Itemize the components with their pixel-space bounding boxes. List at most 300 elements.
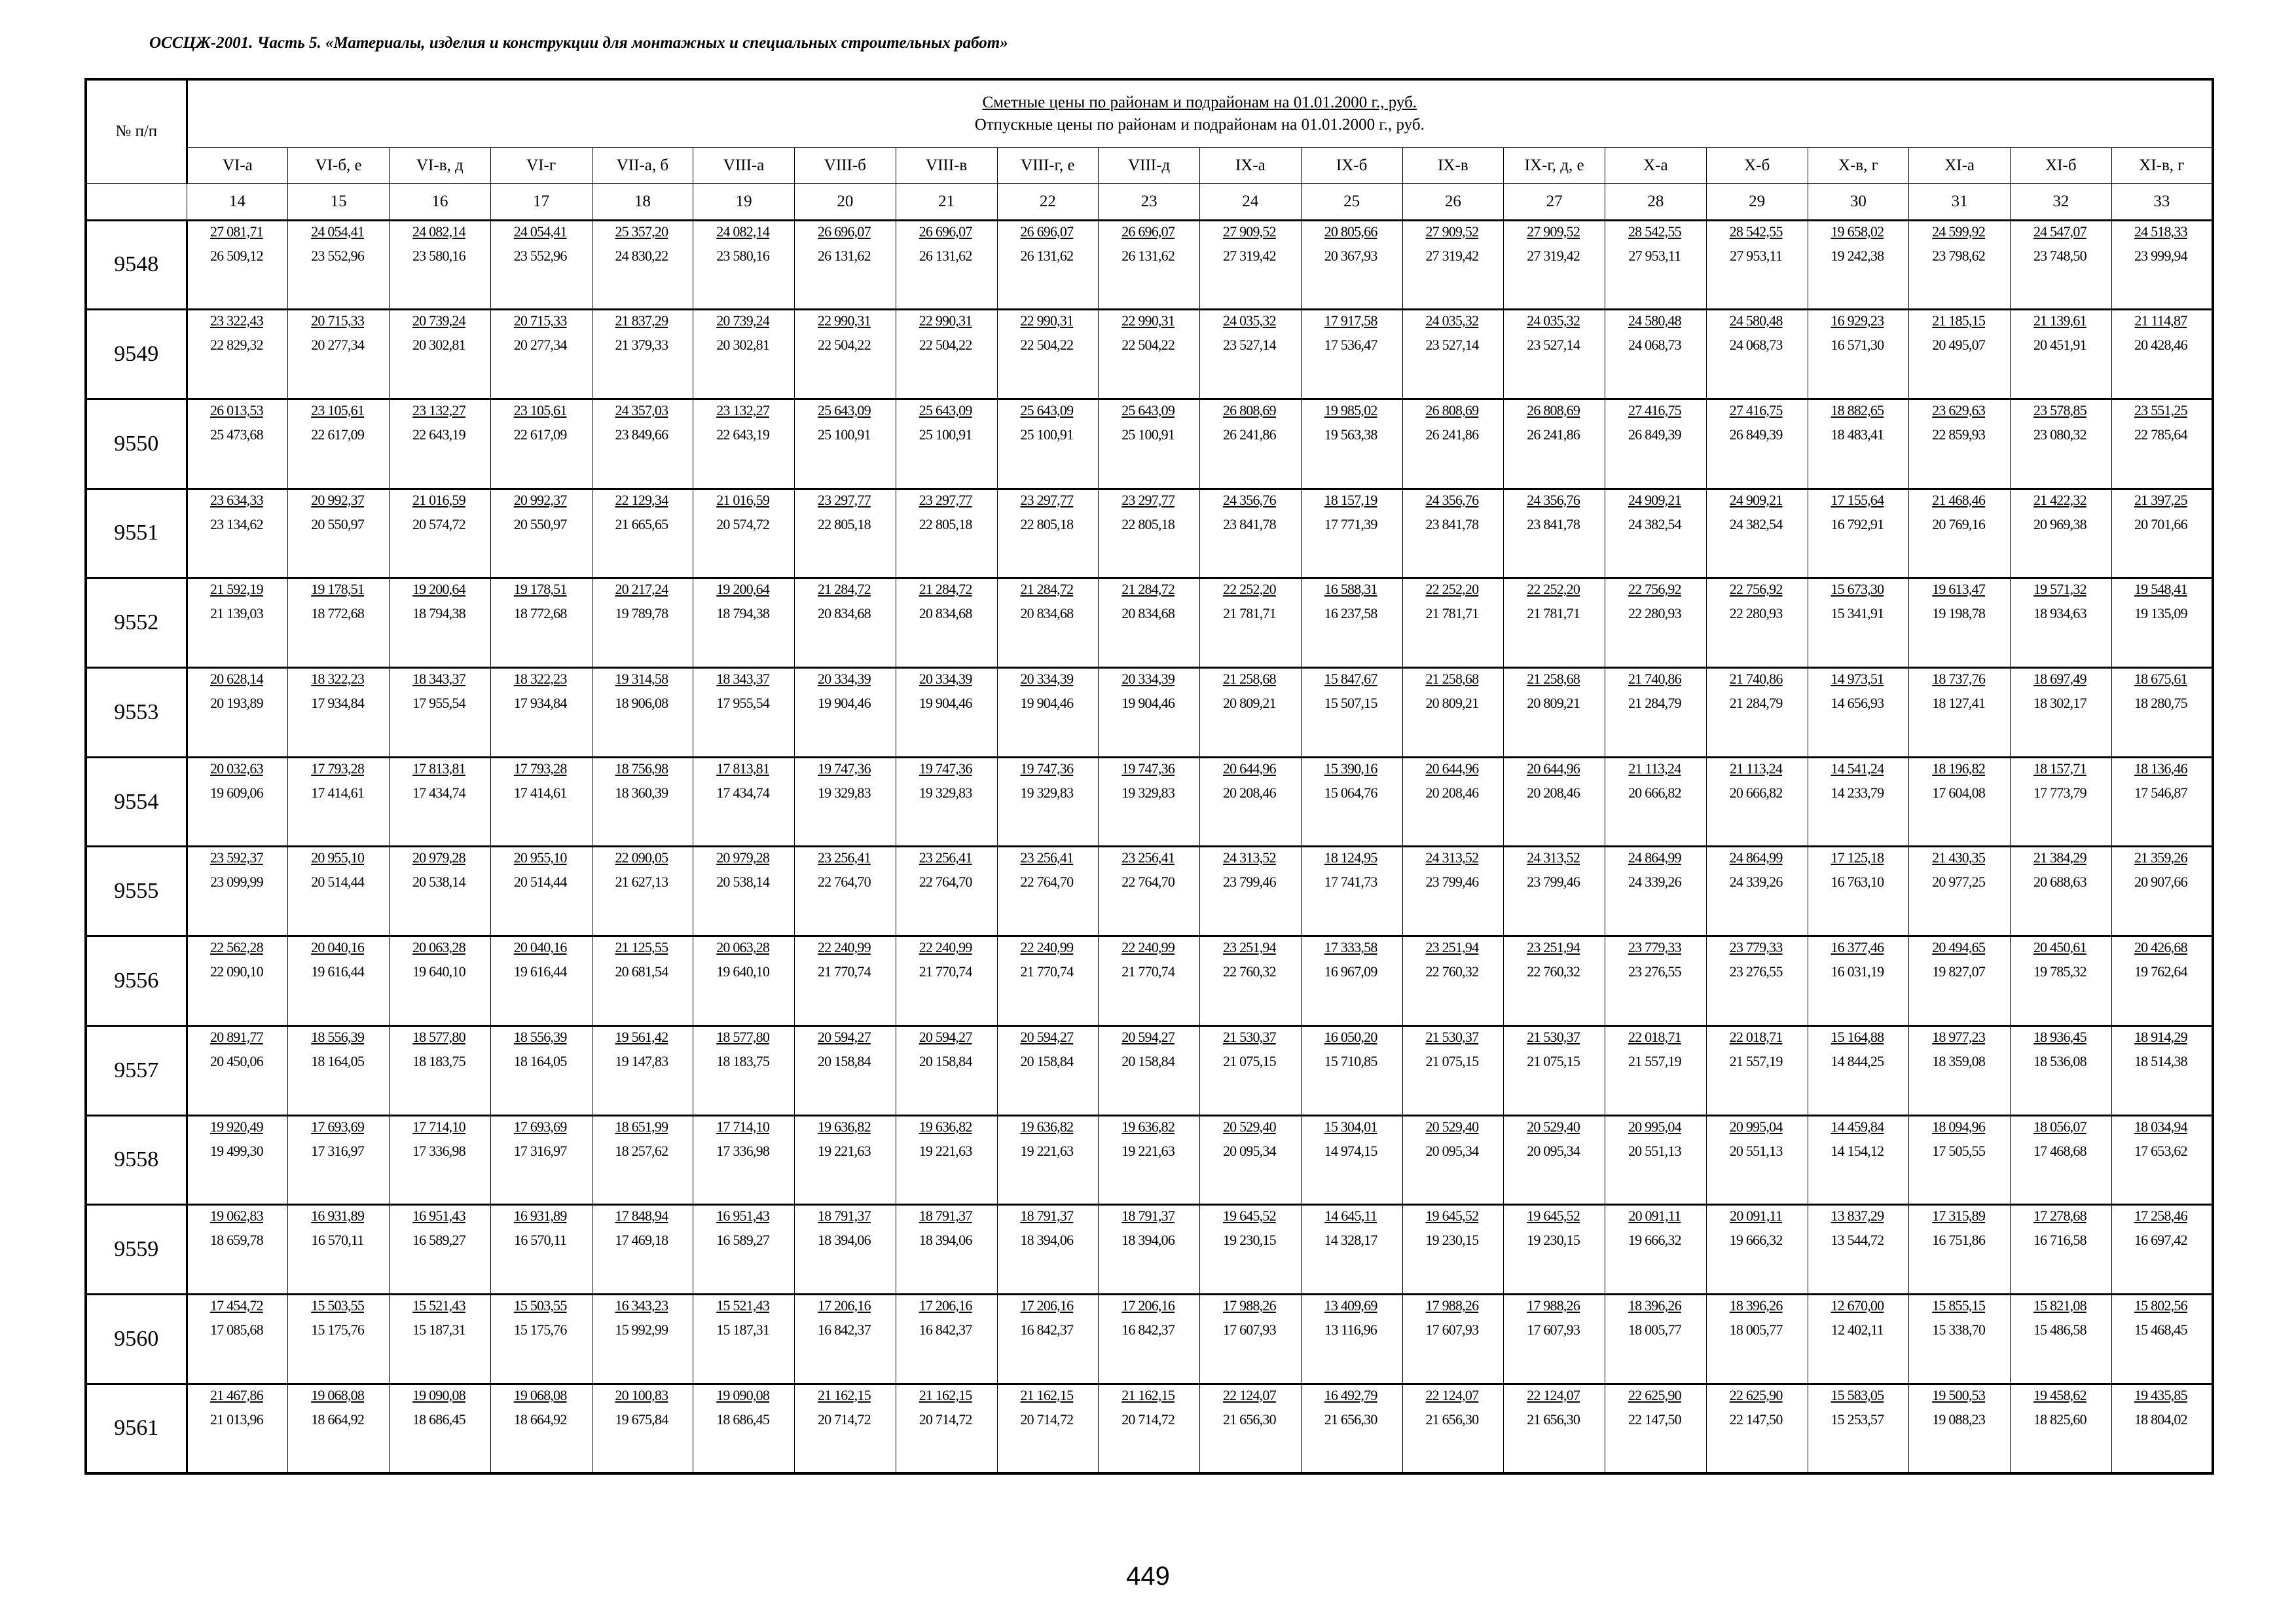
release-price: 18 360,39 — [615, 784, 668, 801]
price-cell — [1099, 668, 1200, 758]
price-cell — [896, 847, 997, 936]
price-cell — [187, 1384, 288, 1473]
price-cell — [1402, 847, 1504, 936]
price-cell — [2011, 310, 2112, 399]
price-cell — [1706, 310, 1808, 399]
price-cell — [1301, 1205, 1402, 1295]
estimate-price: 22 990,31 — [817, 312, 871, 329]
item-number: 9551 — [86, 489, 187, 578]
release-price: 22 147,50 — [1729, 1411, 1783, 1428]
item-number: 9559 — [86, 1205, 187, 1295]
estimate-price: 13 409,69 — [1324, 1297, 1377, 1314]
estimate-price: 19 747,36 — [1121, 760, 1175, 777]
release-price: 20 193,89 — [210, 695, 263, 712]
estimate-price: 21 284,72 — [1121, 581, 1175, 598]
table-row — [86, 847, 2213, 936]
price-cell — [1099, 936, 1200, 1026]
price-cell — [1808, 578, 1909, 668]
table-row — [86, 1384, 2213, 1473]
price-cell — [1605, 1115, 1707, 1205]
release-price: 22 785,64 — [2134, 426, 2187, 443]
release-price: 16 589,27 — [716, 1232, 770, 1249]
price-cell — [1301, 578, 1402, 668]
estimate-price: 21 016,59 — [716, 491, 770, 508]
estimate-price: 28 542,55 — [1628, 223, 1681, 240]
column-number: 19 — [693, 183, 795, 220]
price-cell — [288, 578, 390, 668]
release-price: 22 643,19 — [412, 426, 465, 443]
price-cell — [592, 1025, 693, 1115]
estimate-price: 15 821,08 — [2033, 1297, 2086, 1314]
estimate-price: 15 503,55 — [513, 1297, 567, 1314]
price-cell — [795, 399, 896, 489]
estimate-price: 28 542,55 — [1729, 223, 1783, 240]
price-cell — [1605, 1294, 1707, 1384]
price-cell — [390, 1205, 491, 1295]
item-number: 9560 — [86, 1294, 187, 1384]
estimate-price: 19 090,08 — [412, 1386, 465, 1403]
price-cell — [1301, 1025, 1402, 1115]
price-cell — [1909, 399, 2011, 489]
estimate-price: 21 397,25 — [2134, 491, 2187, 508]
estimate-price: 24 313,52 — [1527, 849, 1580, 866]
estimate-price: 26 013,53 — [210, 401, 263, 418]
release-price: 19 640,10 — [716, 963, 770, 980]
release-price: 15 486,58 — [2033, 1321, 2086, 1338]
release-price: 22 760,32 — [1425, 963, 1479, 980]
release-price: 19 616,44 — [311, 963, 365, 980]
price-cell — [1808, 489, 1909, 578]
estimate-price: 26 696,07 — [817, 223, 871, 240]
price-cell — [1504, 489, 1605, 578]
release-price: 18 394,06 — [817, 1232, 871, 1249]
price-cell — [1402, 399, 1504, 489]
price-cell — [795, 578, 896, 668]
estimate-price: 18 343,37 — [716, 671, 770, 688]
estimate-price: 24 035,32 — [1425, 312, 1479, 329]
estimate-price: 24 547,07 — [2033, 223, 2086, 240]
release-price: 23 580,16 — [412, 247, 465, 264]
estimate-price: 24 599,92 — [1932, 223, 1986, 240]
column-number: 26 — [1402, 183, 1504, 220]
estimate-price: 16 951,43 — [412, 1208, 465, 1225]
release-price: 20 277,34 — [513, 337, 567, 354]
release-price: 19 329,83 — [1020, 784, 1074, 801]
estimate-price: 19 458,62 — [2033, 1386, 2086, 1403]
estimate-price: 19 178,51 — [311, 581, 365, 598]
estimate-price: 21 016,59 — [412, 491, 465, 508]
release-price: 20 574,72 — [716, 515, 770, 532]
price-cell — [1808, 757, 1909, 847]
district-header: VI-в, д — [390, 147, 491, 183]
release-price: 21 770,74 — [817, 963, 871, 980]
column-number: 20 — [795, 183, 896, 220]
release-price: 20 208,46 — [1425, 784, 1479, 801]
release-price: 14 328,17 — [1324, 1232, 1377, 1249]
price-cell — [1605, 757, 1707, 847]
column-number: 15 — [288, 183, 390, 220]
district-header: XI-в, г — [2111, 147, 2213, 183]
price-cell — [1909, 847, 2011, 936]
release-price: 19 329,83 — [919, 784, 972, 801]
estimate-price: 23 105,61 — [513, 401, 567, 418]
release-price: 20 158,84 — [817, 1052, 871, 1069]
price-cell — [1808, 1205, 1909, 1295]
release-price: 20 428,46 — [2134, 337, 2187, 354]
estimate-price: 19 636,82 — [1020, 1118, 1074, 1135]
price-cell — [390, 757, 491, 847]
release-price: 16 842,37 — [1121, 1321, 1175, 1338]
release-price: 17 653,62 — [2134, 1142, 2187, 1159]
table-row — [86, 668, 2213, 758]
price-cell — [288, 668, 390, 758]
release-price: 16 571,30 — [1831, 337, 1884, 354]
estimate-price: 25 643,09 — [1020, 401, 1074, 418]
price-cell — [592, 847, 693, 936]
release-price: 23 580,16 — [716, 247, 770, 264]
estimate-price: 20 979,28 — [716, 849, 770, 866]
estimate-price: 16 050,20 — [1324, 1028, 1377, 1045]
estimate-price: 24 356,76 — [1425, 491, 1479, 508]
estimate-price: 25 643,09 — [817, 401, 871, 418]
estimate-price: 19 200,64 — [716, 581, 770, 598]
item-number: 9561 — [86, 1384, 187, 1473]
release-price: 22 760,32 — [1527, 963, 1580, 980]
release-price: 20 969,38 — [2033, 515, 2086, 532]
price-cell — [2011, 757, 2112, 847]
column-number: 30 — [1808, 183, 1909, 220]
release-price: 19 785,32 — [2033, 963, 2086, 980]
estimate-price: 24 035,32 — [1222, 312, 1276, 329]
column-number: 21 — [896, 183, 997, 220]
release-price: 20 688,63 — [2033, 874, 2086, 891]
estimate-price: 23 256,41 — [919, 849, 972, 866]
estimate-price: 22 124,07 — [1425, 1386, 1479, 1403]
estimate-price: 15 855,15 — [1932, 1297, 1986, 1314]
release-price: 26 131,62 — [1020, 247, 1074, 264]
estimate-price: 20 739,24 — [412, 312, 465, 329]
estimate-price: 15 164,88 — [1831, 1028, 1884, 1045]
district-header: IX-в — [1402, 147, 1504, 183]
estimate-price: 21 467,86 — [210, 1386, 263, 1403]
release-price: 20 769,16 — [1932, 515, 1986, 532]
release-price: 21 284,79 — [1628, 695, 1681, 712]
column-number-row — [86, 183, 2213, 220]
estimate-price: 19 435,85 — [2134, 1386, 2187, 1403]
estimate-price: 27 416,75 — [1628, 401, 1681, 418]
price-cell — [1605, 1205, 1707, 1295]
price-cell — [1605, 220, 1707, 310]
release-price: 19 789,78 — [615, 605, 668, 622]
price-cell — [1099, 757, 1200, 847]
district-header: VI-г — [490, 147, 592, 183]
price-cell — [1808, 847, 1909, 936]
release-price: 19 088,23 — [1932, 1411, 1986, 1428]
release-price: 23 748,50 — [2033, 247, 2086, 264]
price-cell — [896, 1205, 997, 1295]
price-cell — [896, 668, 997, 758]
price-cell — [490, 489, 592, 578]
price-cell — [2111, 668, 2213, 758]
estimate-price: 22 240,99 — [1121, 939, 1175, 956]
release-price: 18 183,75 — [412, 1052, 465, 1069]
price-cell — [187, 578, 288, 668]
release-price: 18 664,92 — [311, 1411, 365, 1428]
price-cell — [288, 220, 390, 310]
estimate-price: 23 634,33 — [210, 491, 263, 508]
price-cell — [1200, 936, 1302, 1026]
price-cell — [390, 489, 491, 578]
release-price: 24 068,73 — [1628, 337, 1681, 354]
release-price: 17 468,68 — [2033, 1142, 2086, 1159]
price-cell — [1200, 1294, 1302, 1384]
price-cell — [896, 757, 997, 847]
price-cell — [2111, 489, 2213, 578]
release-price: 16 570,11 — [311, 1232, 364, 1249]
item-number: 9558 — [86, 1115, 187, 1205]
estimate-price: 18 697,49 — [2033, 671, 2086, 688]
release-price: 19 230,15 — [1222, 1232, 1276, 1249]
district-header: VIII-в — [896, 147, 997, 183]
estimate-price: 27 416,75 — [1729, 401, 1783, 418]
estimate-price: 22 018,71 — [1628, 1028, 1681, 1045]
release-price: 22 504,22 — [817, 337, 871, 354]
item-number: 9548 — [86, 220, 187, 310]
price-cell — [1099, 1294, 1200, 1384]
price-cell — [1706, 578, 1808, 668]
estimate-price: 18 056,07 — [2033, 1118, 2086, 1135]
release-price: 20 834,68 — [1121, 605, 1175, 622]
price-cell — [592, 310, 693, 399]
price-cell — [896, 1025, 997, 1115]
price-cell — [490, 1025, 592, 1115]
price-cell — [1808, 936, 1909, 1026]
price-cell — [997, 847, 1099, 936]
estimate-price: 17 917,58 — [1324, 312, 1377, 329]
price-cell — [693, 757, 795, 847]
release-price: 22 829,32 — [210, 337, 263, 354]
estimate-price: 20 644,96 — [1527, 760, 1580, 777]
price-cell — [592, 668, 693, 758]
price-cell — [693, 668, 795, 758]
estimate-price: 20 594,27 — [817, 1028, 871, 1045]
release-price: 23 799,46 — [1527, 874, 1580, 891]
estimate-price: 16 377,46 — [1831, 939, 1884, 956]
price-cell — [187, 757, 288, 847]
estimate-price: 24 909,21 — [1628, 491, 1681, 508]
release-price: 20 158,84 — [1020, 1052, 1074, 1069]
release-price: 22 090,10 — [210, 963, 263, 980]
price-cell — [1605, 936, 1707, 1026]
release-price: 20 451,91 — [2033, 337, 2086, 354]
release-price: 13 544,72 — [1831, 1232, 1884, 1249]
estimate-price: 17 988,26 — [1527, 1297, 1580, 1314]
release-price: 13 116,96 — [1324, 1321, 1377, 1338]
estimate-price: 20 594,27 — [919, 1028, 972, 1045]
price-cell — [2111, 399, 2213, 489]
estimate-price: 21 592,19 — [210, 581, 263, 598]
release-price: 15 175,76 — [513, 1321, 567, 1338]
release-price: 22 805,18 — [919, 515, 972, 532]
estimate-price: 23 105,61 — [311, 401, 365, 418]
column-number: 14 — [187, 183, 288, 220]
release-price: 19 827,07 — [1932, 963, 1986, 980]
estimate-price: 18 737,76 — [1932, 671, 1986, 688]
estimate-price: 27 081,71 — [210, 223, 263, 240]
release-price: 23 099,99 — [210, 874, 263, 891]
release-price: 18 825,60 — [2033, 1411, 2086, 1428]
price-cell — [1200, 399, 1302, 489]
price-cell — [187, 1025, 288, 1115]
estimate-price: 21 837,29 — [615, 312, 668, 329]
estimate-price: 21 162,15 — [1121, 1386, 1175, 1403]
price-cell — [1808, 668, 1909, 758]
estimate-price: 18 396,26 — [1628, 1297, 1681, 1314]
estimate-price: 18 196,82 — [1932, 760, 1986, 777]
price-cell — [2111, 1115, 2213, 1205]
release-price: 19 762,64 — [2134, 963, 2187, 980]
row-number-header: № п/п — [86, 79, 187, 183]
price-cell — [1099, 399, 1200, 489]
release-price: 24 339,26 — [1729, 874, 1783, 891]
price-cell — [1099, 220, 1200, 310]
estimate-price: 18 396,26 — [1729, 1297, 1783, 1314]
price-cell — [187, 668, 288, 758]
release-price: 18 164,05 — [311, 1052, 365, 1069]
estimate-price: 22 240,99 — [1020, 939, 1074, 956]
price-cell — [1706, 1205, 1808, 1295]
table-row — [86, 936, 2213, 1026]
release-price: 23 552,96 — [513, 247, 567, 264]
price-table-body — [86, 220, 2213, 1473]
price-cell — [795, 1025, 896, 1115]
estimate-price: 17 848,94 — [615, 1208, 668, 1225]
column-number: 18 — [592, 183, 693, 220]
release-price: 23 276,55 — [1628, 963, 1681, 980]
release-price: 18 514,38 — [2134, 1052, 2187, 1069]
release-price: 23 276,55 — [1729, 963, 1783, 980]
price-cell — [187, 1294, 288, 1384]
price-cell — [1909, 310, 2011, 399]
price-cell — [2011, 1205, 2112, 1295]
price-cell — [390, 310, 491, 399]
release-price: 19 221,63 — [1020, 1142, 1074, 1159]
price-cell — [187, 310, 288, 399]
release-price: 19 675,84 — [615, 1411, 668, 1428]
price-cell — [592, 578, 693, 668]
estimate-price: 20 644,96 — [1222, 760, 1276, 777]
price-cell — [997, 1115, 1099, 1205]
estimate-price: 23 551,25 — [2134, 401, 2187, 418]
column-number-empty — [86, 183, 187, 220]
estimate-price: 18 791,37 — [1020, 1208, 1074, 1225]
release-price: 19 904,46 — [1020, 695, 1074, 712]
release-price: 17 934,84 — [513, 695, 567, 712]
price-cell — [592, 757, 693, 847]
estimate-price: 21 162,15 — [1020, 1386, 1074, 1403]
estimate-price: 19 178,51 — [513, 581, 567, 598]
estimate-price: 21 359,26 — [2134, 849, 2187, 866]
estimate-price: 20 992,37 — [513, 491, 567, 508]
price-cell — [1301, 310, 1402, 399]
release-price: 22 805,18 — [817, 515, 871, 532]
release-price: 21 284,79 — [1729, 695, 1783, 712]
release-price: 19 230,15 — [1527, 1232, 1580, 1249]
price-cell — [1706, 1384, 1808, 1473]
release-price: 21 557,19 — [1628, 1052, 1681, 1069]
estimate-price: 17 813,81 — [716, 760, 770, 777]
estimate-price: 26 696,07 — [1020, 223, 1074, 240]
price-cell — [490, 1205, 592, 1295]
estimate-price: 20 529,40 — [1425, 1118, 1479, 1135]
price-cell — [1200, 489, 1302, 578]
price-cell — [2011, 399, 2112, 489]
estimate-price: 24 909,21 — [1729, 491, 1783, 508]
release-price: 23 849,66 — [615, 426, 668, 443]
price-cell — [1909, 1205, 2011, 1295]
price-cell — [896, 1115, 997, 1205]
price-cell — [592, 399, 693, 489]
price-cell — [288, 757, 390, 847]
release-price: 15 468,45 — [2134, 1321, 2187, 1338]
price-cell — [1200, 757, 1302, 847]
estimate-price: 24 054,41 — [311, 223, 365, 240]
estimate-price: 17 278,68 — [2033, 1208, 2086, 1225]
estimate-price: 19 636,82 — [817, 1118, 871, 1135]
estimate-price: 18 977,23 — [1932, 1028, 1986, 1045]
estimate-price: 18 756,98 — [615, 760, 668, 777]
release-price: 20 809,21 — [1527, 695, 1580, 712]
estimate-price: 27 909,52 — [1527, 223, 1580, 240]
estimate-price: 25 357,20 — [615, 223, 668, 240]
price-cell — [1504, 1025, 1605, 1115]
price-cell — [288, 310, 390, 399]
estimate-price: 20 644,96 — [1425, 760, 1479, 777]
price-cell — [795, 1384, 896, 1473]
column-number: 32 — [2011, 183, 2112, 220]
price-cell — [2011, 578, 2112, 668]
district-header: VIII-г, е — [997, 147, 1099, 183]
estimate-price: 24 082,14 — [412, 223, 465, 240]
release-price: 19 904,46 — [817, 695, 871, 712]
estimate-price: 20 992,37 — [311, 491, 365, 508]
price-cell — [1099, 1115, 1200, 1205]
release-price: 20 574,72 — [412, 515, 465, 532]
release-price: 17 316,97 — [513, 1142, 567, 1159]
price-cell — [795, 668, 896, 758]
item-number: 9549 — [86, 310, 187, 399]
release-price: 24 068,73 — [1729, 337, 1783, 354]
release-price: 22 280,93 — [1628, 605, 1681, 622]
table-row — [86, 1025, 2213, 1115]
item-number: 9555 — [86, 847, 187, 936]
page-number: 449 — [1126, 1562, 1170, 1591]
release-price: 23 080,32 — [2033, 426, 2086, 443]
estimate-price: 22 625,90 — [1729, 1386, 1783, 1403]
release-price: 18 536,08 — [2033, 1052, 2086, 1069]
price-cell — [896, 489, 997, 578]
release-price: 23 798,62 — [1932, 247, 1986, 264]
release-price: 19 666,32 — [1628, 1232, 1681, 1249]
price-cell — [2011, 847, 2112, 936]
release-price: 18 794,38 — [412, 605, 465, 622]
price-cell — [390, 668, 491, 758]
price-cell — [592, 220, 693, 310]
release-price: 22 805,18 — [1121, 515, 1175, 532]
estimate-price: 27 909,52 — [1425, 223, 1479, 240]
estimate-price: 21 430,35 — [1932, 849, 1986, 866]
release-price: 18 686,45 — [716, 1411, 770, 1428]
